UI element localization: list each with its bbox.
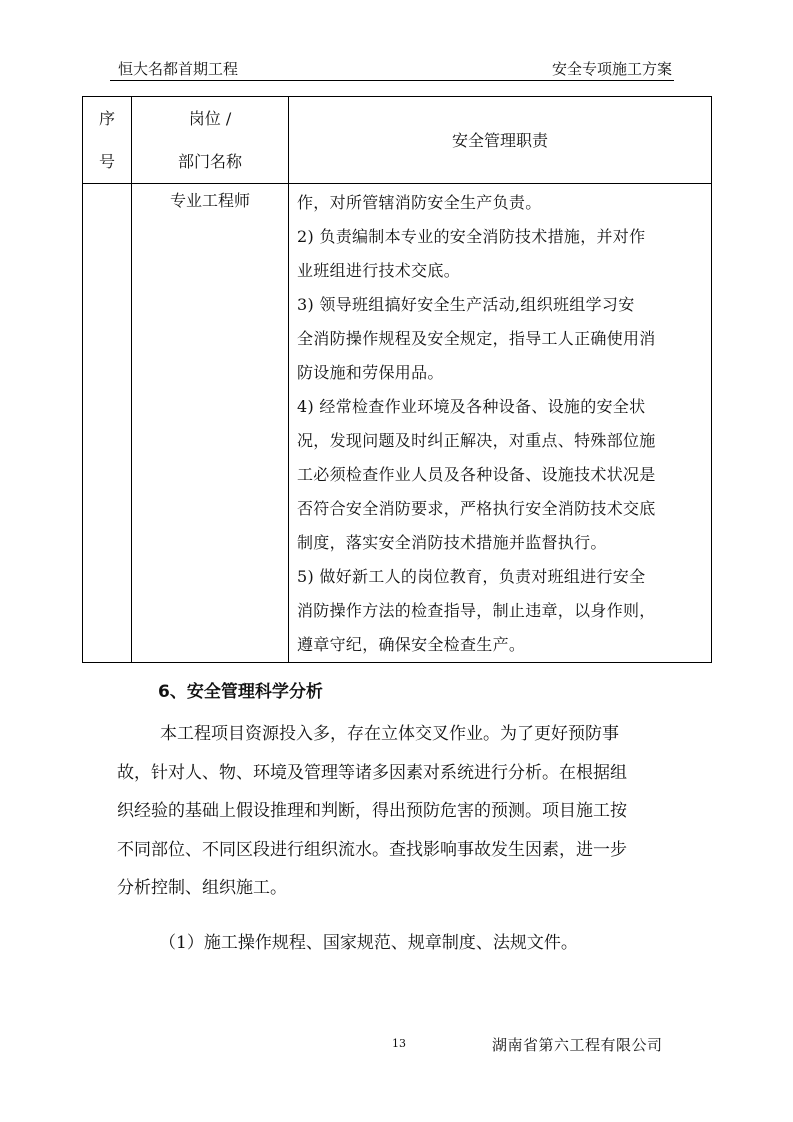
paragraph-line: 不同部位、不同区段进行组织流水。查找影响事故发生因素，进一步 xyxy=(117,839,627,860)
duty-line: 工必须检查作业人员及各种设备、设施技术状况是 xyxy=(297,465,656,484)
duty-line: 否符合安全消防要求，严格执行安全消防技术交底 xyxy=(297,499,656,518)
table-row xyxy=(83,184,712,663)
table-header-row xyxy=(83,97,712,184)
document-title: 安全专项施工方案 xyxy=(551,60,672,78)
paragraph-line: 分析控制、组织施工。 xyxy=(117,878,287,898)
paragraph-line: 织经验的基础上假设推理和判断，得出预防危害的预测。项目施工按 xyxy=(117,801,627,821)
col-header-duties-label: 安全管理职责 xyxy=(451,130,548,150)
page-header xyxy=(110,58,674,81)
duty-line: 遵章守纪，确保安全检查生产。 xyxy=(297,635,526,654)
duty-line: 4) 经常检查作业环境及各种设备、设施的安全状 xyxy=(297,397,646,416)
cell-duties xyxy=(289,184,712,663)
section-paragraph xyxy=(117,715,707,908)
col-header-role xyxy=(132,97,289,184)
page-number: 13 xyxy=(392,1037,406,1050)
duty-line: 2) 负责编制本专业的安全消防技术措施，并对作 xyxy=(297,227,646,246)
duty-line: 3) 领导班组搞好安全生产活动,组织班组学习安 xyxy=(297,295,635,314)
paragraph-line: 故，针对人、物、环境及管理等诸多因素对系统进行分析。在根据组 xyxy=(117,762,627,783)
col-header-index xyxy=(83,97,132,184)
responsibility-table xyxy=(82,96,712,663)
duty-line: 作，对所管辖消防安全生产负责。 xyxy=(297,193,542,212)
duty-line: 消防操作方法的检查指导，制止违章，以身作则， xyxy=(297,601,656,620)
list-item: （1）施工操作规程、国家规范、规章制度、法规文件。 xyxy=(159,933,578,953)
cell-index xyxy=(83,184,132,663)
col-header-duties xyxy=(289,97,712,184)
company-name: 湖南省第六工程有限公司 xyxy=(492,1036,663,1054)
duty-line: 全消防操作规程及安全规定，指导工人正确使用消 xyxy=(297,329,656,348)
col-header-index-line2: 号 xyxy=(98,152,115,171)
duty-line: 业班组进行技术交底。 xyxy=(297,261,461,280)
project-name: 恒大名都首期工程 xyxy=(118,60,239,78)
paragraph-line: 本工程项目资源投入多，存在立体交叉作业。为了更好预防事 xyxy=(160,724,619,744)
col-header-index-line1: 序 xyxy=(98,109,115,128)
cell-role: 专业工程师 xyxy=(132,184,289,663)
duty-line: 防设施和劳保用品。 xyxy=(297,363,444,382)
col-header-role-line2: 部门名称 xyxy=(177,152,242,171)
duty-line: 况，发现问题及时纠正解决，对重点、特殊部位施 xyxy=(297,431,656,450)
col-header-role-line1: 岗位 / xyxy=(188,109,232,128)
section-heading: 6、安全管理科学分析 xyxy=(158,682,323,702)
duty-line: 5) 做好新工人的岗位教育，负责对班组进行安全 xyxy=(297,567,646,586)
duty-line: 制度，落实安全消防技术措施并监督执行。 xyxy=(297,533,607,552)
